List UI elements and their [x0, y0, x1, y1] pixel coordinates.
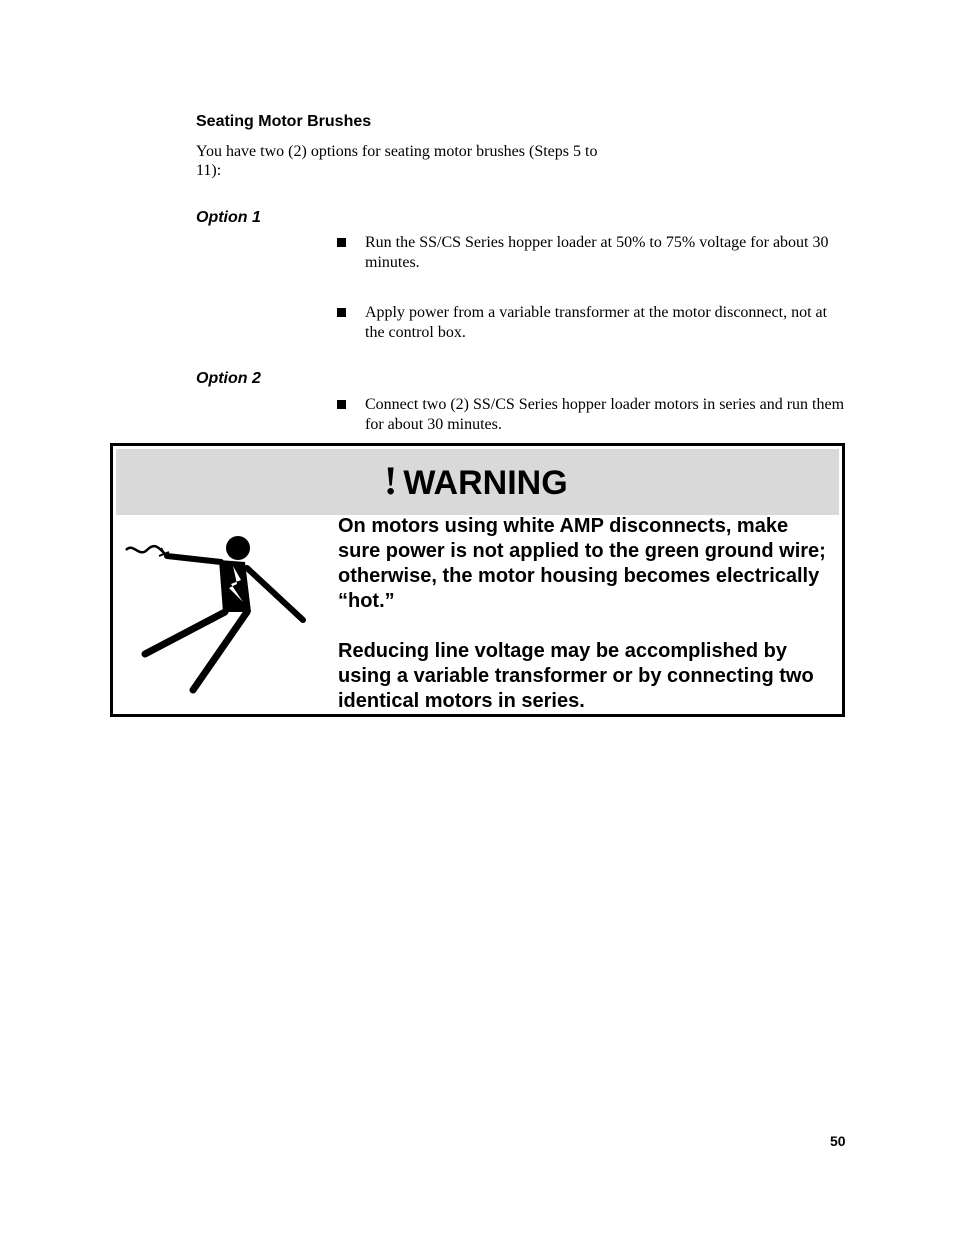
intro-paragraph: You have two (2) options for seating motor brushes (Steps 5 to 11):: [196, 143, 598, 179]
bullet-square-icon: [337, 308, 346, 317]
warning-title: [384, 458, 568, 503]
option-1-heading: Option 1: [196, 209, 261, 226]
warning-box: [110, 443, 845, 717]
bullet-square-icon: [337, 238, 346, 247]
list-item-text: Apply power from a variable transformer at the motor disconnect, not at the control box.: [365, 304, 828, 341]
warning-text: [338, 514, 828, 714]
list-item: [337, 395, 847, 435]
page-number: 50: [830, 1133, 846, 1149]
section-title: Seating Motor Brushes: [196, 113, 372, 130]
list-item-text: Run the SS/CS Series hopper loader at 50% to 75% voltage for about 30 minutes.: [365, 234, 829, 271]
list-item: [337, 303, 847, 343]
warning-title-text: WARNING: [403, 464, 568, 502]
option-2-heading: Option 2: [196, 370, 261, 387]
exclamation-icon: !: [384, 458, 398, 503]
warning-paragraph: On motors using white AMP disconnects, make sure power is not applied to the green ground wire; otherwise, the motor housing becomes electrically “hot.”: [338, 515, 826, 612]
warning-paragraph: Reducing line voltage may be accomplished by using a variable transformer or by connecting two identical motors in series.: [338, 640, 814, 712]
electric-shock-icon: [121, 532, 307, 696]
warning-header: [116, 449, 839, 515]
list-item-text: Connect two (2) SS/CS Series hopper loader motors in series and run them for about 30 minutes.: [365, 396, 845, 433]
bullet-square-icon: [337, 400, 346, 409]
list-item: [337, 233, 847, 273]
